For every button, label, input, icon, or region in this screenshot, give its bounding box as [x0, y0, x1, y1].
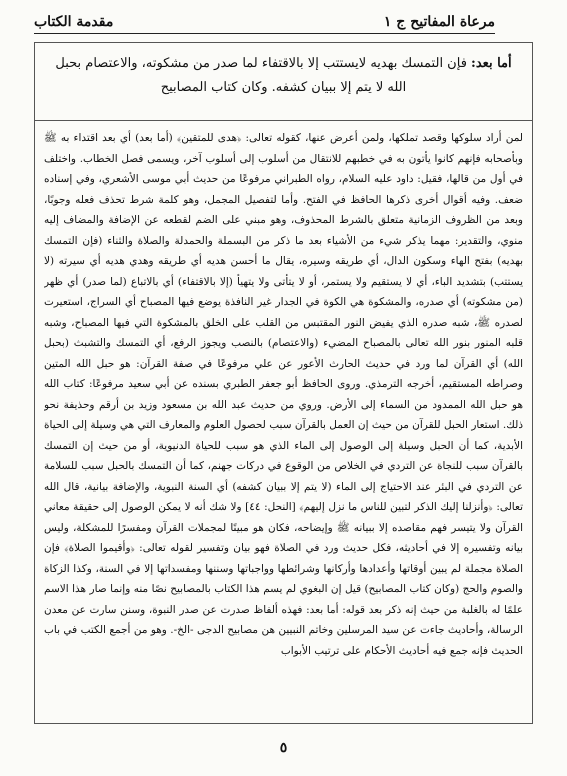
page-number: ٥: [279, 740, 288, 756]
page-header: [34, 10, 495, 34]
main-text-body: فإن التمسك بهديه لايستتب إلا بالاقتفاء لما صدر من مشكوته، والاعتصام بحبل الله لا يتم إلا ببيان كشفه. وكان كتاب المصابيح: [55, 56, 467, 95]
header-right-title: مرعاة المفاتيح ج ١: [383, 14, 495, 30]
main-text-lead: أما بعد:: [471, 56, 512, 71]
main-text: [34, 42, 533, 100]
header-rule: [34, 33, 495, 34]
main-text-box: [34, 42, 533, 121]
commentary-text: [44, 128, 523, 716]
commentary-paragraph: لمن أراد سلوكها وقصد تملكها، ولمن أعرض عنها، كقوله تعالى: ﴿هدى للمتقين﴾ (أما بعد) أي بعد اقتداء به ﷺ وبأصحابه فإنهم كانوا يأتون به في خطبهم للانتقال من أسلوب إلى أسلوب آخر، ويسمى فصل الخطاب. واختلف في أول من قالها، فقيل: داود عليه السلام، رواه الطبراني مرفوعًا من حديث أبي موسى الأشعري، وفي إسناده ضعف. وفيه أقوال أخرى ذكرها الحافظ في الفتح. وأما لتفصيل المجمل، وهو كلمة شرط تحذف فعله وجوبًا، وبعد من الظروف الزمانية متعلق بالشرط المحذوف، وهو مبني على الضم لقطعه عن الإضافة والمضاف إليه منوي، والتقدير: مهما يذكر شيء من الأشياء بعد ما ذكر من البسملة والحمدلة والصلاة والثناء (فإن التمسك بهديه) بفتح الهاء وسكون الدال، أي طريقه وسيره، يقال ما أحسن هديه أي طريقه وهدي هديه أي سيرته (لا يستتب) بتشديد الباء، أي لا يستقيم ولا يستمر، أو لا يتأتى ولا يتهيأ (إلا بالاقتفاء) أي بالاتباع (لما صدر) أي ظهر (من مشكوته) أي صدره، والمشكوة هي الكوة في الجدار غير النافذة يوضع فيها المصباح أي السراج، استعيرت لصدره ﷺ، شبه صدره الذي يفيض النور المقتبس من القلب على الخلق بالمشكوة التي فيها المصباح، وشبه قلبه المنور بنور الله تعالى بالمصباح المضيء (والاعتصام) بالنصب ويجوز الرفع، أي التمسك والتشبث (بحبل الله) أي القرآن لما ورد في حديث الحارث الأعور عن علي مرفوعًا في صفة القرآن: هو حبل الله المتين وصراطه المستقيم، أخرجه الترمذي. وروى الحافظ أبو جعفر الطبري بسنده عن أبي سعيد مرفوعًا: كتاب الله هو حبل الله الممدود من السماء إلى الأرض. وروي من حديث عبد الله بن مسعود وزيد بن أرقم وحذيفة نحو ذلك. استعار الحبل للقرآن من حيث إن العمل بالقرآن سبب لحصول العلوم والمعارف التي هي وسيلة إلى الحياة الأبدية، كما أن الحبل وسيلة إلى الوصول إلى الماء الذي هو سبب للحياة الدنيوية، أو من حيث إن التمسك بالقرآن سبب للنجاة عن التردي في الخلاص من الوقوع في دركات جهنم، كما أن التمسك بالحبل سبب للسلامة عن التردي في البئر عند الاحتياج إلى الماء (لا يتم إلا ببيان كشفه) أي السنة النبوية، والإضافة بيانية، قال الله تعالى: ﴿وأنزلنا إليك الذكر لتبين للناس ما نزل إليهم﴾ [النحل: ٤٤] ولا شك أنه لا يمكن الوصول إلى حقيقة معاني القرآن ولا يتيسر فهم مقاصده إلا ببيانه ﷺ وإيضاحه، فكان هو مبينًا لمجملات القرآن ومفسرًا للمشكلة، وليس بيانه وتفسيره إلا في أحاديثه، فكل حديث ورد في الصلاة فهو بيان وتفسير لقوله تعالى: ﴿وأقيموا الصلاة﴾ فإن الصلاة مجملة لم يبين أوقاتها وأعدادها وأركانها وشرائطها وواجباتها وسننها ومفسداتها إلا في السنة، وكذا الزكاة والصوم والحج (وكان كتاب المصابيح) قيل إن البغوي لم يسم هذا الكتاب بالمصابيح نصًا منه وإنما صار هذا الاسم علمًا له بالغلبة من حيث إنه ذكر بعد قوله: أما بعد: فهذه ألفاظ صدرت عن صدر النبوة، وسنن سارت عن معدن الرسالة، وأحاديث جاءت عن سيد المرسلين وخاتم النبيين هن مصابيح الدجى -الخ-. وهو من أجمع الكتب في باب الحديث فإنه جمع فيه أحاديث الأحكام على ترتيب الأبواب: [44, 132, 523, 657]
header-left-title: مقدمة الكتاب: [34, 14, 114, 30]
